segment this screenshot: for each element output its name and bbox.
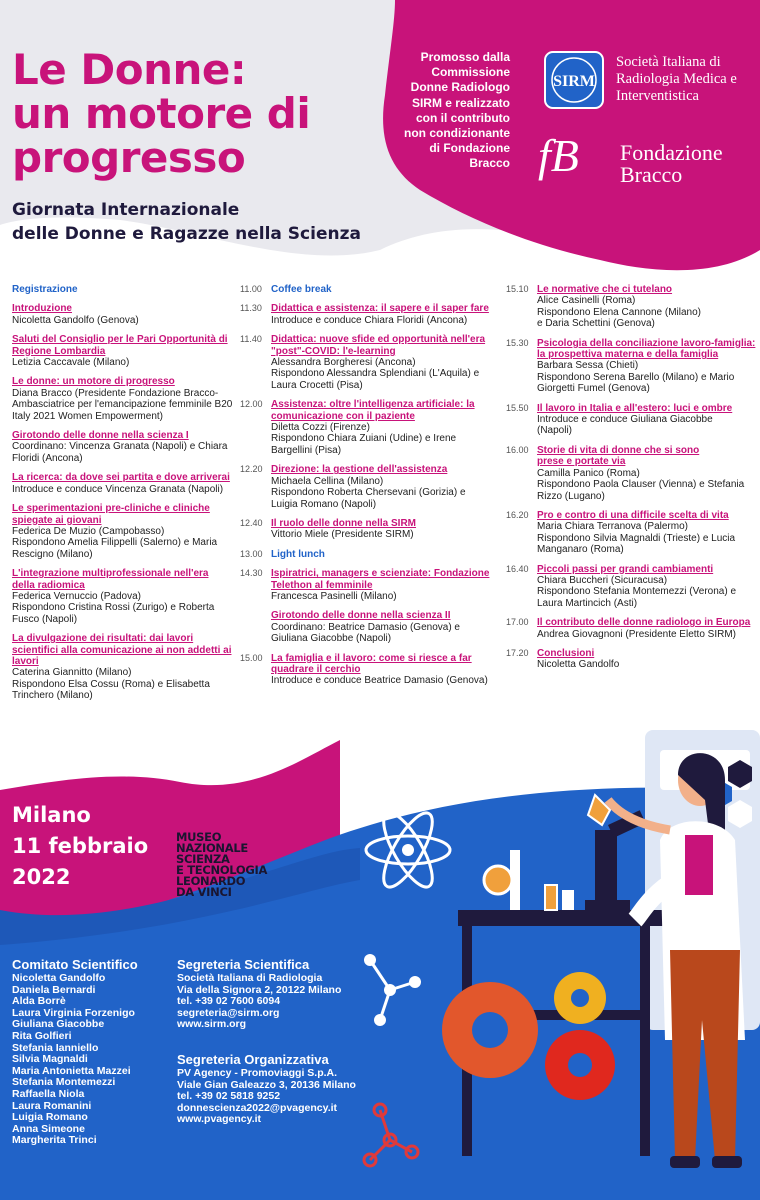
event-city: Milano xyxy=(12,803,91,827)
program-item-speakers: Francesca Pasinelli (Milano) xyxy=(271,590,397,602)
program-item xyxy=(12,472,234,495)
program-item xyxy=(12,633,234,701)
atom-icon xyxy=(366,807,450,894)
program-item xyxy=(271,610,493,644)
program-item-speakers: Introduce e conduce Beatrice Damasio (Genova) xyxy=(271,675,488,687)
program-column-1 xyxy=(12,284,234,710)
program-item-time: 16.20 xyxy=(506,509,529,520)
program-item xyxy=(240,399,493,456)
title-line: un motore di xyxy=(12,89,311,138)
flask-icon xyxy=(484,850,574,910)
program-item-speakers: Chiara Buccheri (Sicuracusa) Rispondono Stefania Montemezzi (Verona) e Laura Martincich (Asti) xyxy=(537,574,737,609)
program-item-speakers: Coordinano: Vincenza Granata (Napoli) e Chiara Floridi (Ancona) xyxy=(12,441,228,464)
program-item-title: Il lavoro in Italia e all'estero: luci e ombre xyxy=(537,402,733,414)
scientist-illustration xyxy=(340,720,760,1200)
program-item-speakers: Diletta Cozzi (Firenze) Rispondono Chiara Zuiani (Udine) e Irene Bargellini (Pisa) xyxy=(271,422,457,456)
program-item-title: Il contributo delle donne radiologo in Europa xyxy=(537,617,751,629)
main-title xyxy=(12,45,372,182)
program-item xyxy=(506,617,760,640)
program-item-speakers: Camilla Panico (Roma) Rispondono Paola Clauser (Vienna) e Stefania Rizzo (Lugano) xyxy=(537,467,745,502)
program-item xyxy=(240,548,493,560)
comitato-member: Anna Simeone xyxy=(12,1122,85,1135)
seg-line: Via della Signora 2, 20122 Milano xyxy=(177,983,342,996)
program-item-title: Conclusioni xyxy=(537,647,595,659)
title-line: progresso xyxy=(12,133,246,182)
program-item-title: Le sperimentazioni pre-cliniche e cliniche spiegate ai giovani xyxy=(12,503,210,526)
program-item xyxy=(240,464,493,510)
program-item xyxy=(240,517,493,541)
museum-line: SCIENZA xyxy=(176,852,230,866)
program-item-time: 15.50 xyxy=(506,402,529,413)
segreteria-organizzativa-heading: Segreteria Organizzativa xyxy=(177,1052,329,1067)
program-item xyxy=(12,503,234,560)
program-item-title: Psicologia della conciliazione lavoro-famiglia: la prospettiva materna e della famiglia xyxy=(537,337,756,361)
museum-line: DA VINCI xyxy=(176,885,232,899)
subtitle-line: delle Donne e Ragazze nella Scienza xyxy=(12,224,361,244)
program-item-time: 16.40 xyxy=(506,563,529,574)
museum-line: NAZIONALE xyxy=(176,841,248,855)
program-item-title: Didattica: nuove sfide ed opportunità nell'era "post"-COVID: l'e-learning xyxy=(271,334,486,357)
program-item xyxy=(240,568,493,602)
program-item-title: Assistenza: oltre l'intelligenza artificiale: la comunicazione con il paziente xyxy=(271,399,475,422)
comitato-member: Laura Romanini xyxy=(12,1099,92,1112)
comitato-member: Laura Virginia Forzenigo xyxy=(12,1006,135,1019)
program-item-time: 11.40 xyxy=(240,334,262,345)
comitato-members xyxy=(12,973,172,1147)
program-item-time: 17.00 xyxy=(506,617,529,628)
comitato-member: Maria Antonietta Mazzei xyxy=(12,1064,131,1077)
program-item-speakers: Introduce e conduce Giuliana Giacobbe (Napoli) xyxy=(537,414,713,437)
comitato-member: Nicoletta Gandolfo xyxy=(12,972,106,984)
comitato-member: Raffaella Niola xyxy=(12,1087,85,1100)
program-item-title: Storie di vita di donne che si sono prese e portate via xyxy=(537,444,700,468)
seg-line: tel. +39 02 5818 9252 xyxy=(177,1090,281,1103)
program-item xyxy=(12,303,234,326)
comitato-member: Stefania Ianniello xyxy=(12,1041,99,1054)
sirm-logo-text: SIRM xyxy=(553,73,595,90)
comitato-member: Luigia Romano xyxy=(12,1111,88,1124)
seg-line: Società Italiana di Radiologia xyxy=(177,972,323,984)
program-item-title: La divulgazione dei risultati: dai lavori scientifici alla comunicazione ai non addetti ai lavori xyxy=(12,633,232,667)
sirm-logo xyxy=(543,50,605,110)
program-item-speakers: Barbara Sessa (Chieti) Rispondono Serena Barello (Milano) e Mario Giorgetti Fumel (Genova) xyxy=(537,360,735,395)
title-line: Le Donne: xyxy=(12,45,247,94)
fondazione-bracco-name: Fondazione Bracco xyxy=(620,140,723,187)
seg-email-link[interactable]: segreteria@sirm.org xyxy=(177,1006,280,1019)
comitato-member: Giuliana Giacobbe xyxy=(12,1018,105,1031)
program-item-speakers: Diana Bracco (Presidente Fondazione Bracco- Ambasciatrice per l'emancipazione femminile B20 Italy 2021 Women Empowerment) xyxy=(12,387,233,422)
program-item-speakers: Nicoletta Gandolfo xyxy=(537,659,620,671)
program-item-title: Registrazione xyxy=(12,284,78,295)
program-item-time: 16.00 xyxy=(506,444,529,455)
museum-logo xyxy=(176,832,276,898)
museum-line: E TECNOLOGIA xyxy=(176,863,268,877)
program-item-time: 14.30 xyxy=(240,568,263,579)
program-item xyxy=(506,444,760,502)
program-item-title: Le normative che ci tutelano xyxy=(537,284,673,295)
program-item-speakers: Maria Chiara Terranova (Palermo) Rispondono Silvia Magnaldi (Trieste) e Lucia Manganaro (Roma) xyxy=(537,521,736,556)
program-item-title: Pro e contro di una difficile scelta di vita xyxy=(537,509,729,521)
sirm-name: Società Italiana di Radiologia Medica e Interventistica xyxy=(616,54,737,104)
molecule-icon xyxy=(364,954,421,1026)
program-item-speakers: Alessandra Borgheresi (Ancona) Rispondono Alessandra Splendiani (L'Aquila) e Laura Crocetti (Pisa) xyxy=(271,357,480,391)
subtitle-line: Giornata Internazionale xyxy=(12,200,240,220)
program-item-title: Le donne: un motore di progresso xyxy=(12,376,175,388)
program-item xyxy=(506,509,760,556)
program-item xyxy=(506,337,760,395)
program-item xyxy=(240,652,493,687)
program-item-title: Il ruolo delle donne nella SIRM xyxy=(271,517,417,529)
program-item xyxy=(12,334,234,368)
program-item xyxy=(240,334,493,391)
program-item xyxy=(12,284,234,295)
program-item-speakers: Federica Vernuccio (Padova) Rispondono Cristina Rossi (Zurigo) e Roberta Fusco (Napoli) xyxy=(12,590,215,625)
program-item-time: 13.00 xyxy=(240,548,263,559)
museum-line: LEONARDO xyxy=(176,874,246,888)
program-item-speakers: Caterina Giannitto (Milano) Rispondono Elsa Cossu (Roma) e Elisabetta Trinchero (Milano) xyxy=(12,667,210,702)
event-date: 11 febbraio xyxy=(12,834,149,858)
seg-website-link[interactable]: www.sirm.org xyxy=(177,1018,247,1031)
program-item-time: 15.10 xyxy=(506,284,529,294)
program-item-speakers: Coordinano: Beatrice Damasio (Genova) e Giuliana Giacobbe (Napoli) xyxy=(271,621,460,645)
seg-email-link[interactable]: donnescienza2022@pvagency.it xyxy=(177,1101,338,1114)
seg-website-link[interactable]: www.pvagency.it xyxy=(177,1113,262,1126)
red-molecule-icon xyxy=(364,1104,418,1166)
program-item-title: Light lunch xyxy=(271,548,325,560)
program-item-title: Saluti del Consiglio per le Pari Opportunità di Regione Lombardia xyxy=(12,334,228,357)
fondazione-bracco-logo: fB xyxy=(538,130,579,181)
program-item-speakers: Alice Casinelli (Roma) Rispondono Elena Cannone (Milano) e Daria Schettini (Genova) xyxy=(537,295,701,330)
promo-text: Promosso dalla Commissione Donne Radiologo SIRM e realizzato con il contributo non condizionante di Fondazione Bracco xyxy=(404,50,510,171)
comitato-member: Alda Borrè xyxy=(12,995,66,1008)
program-item-time: 11.00 xyxy=(240,284,262,294)
program-item xyxy=(506,563,760,610)
comitato-member: Daniela Bernardi xyxy=(12,983,96,996)
seg-line: tel. +39 02 7600 6094 xyxy=(177,995,281,1008)
program-item-time: 12.20 xyxy=(240,464,263,475)
program-item-speakers: Nicoletta Gandolfo (Genova) xyxy=(12,314,139,326)
program-item xyxy=(12,568,234,625)
program-item-title: Piccoli passi per grandi cambiamenti xyxy=(537,563,714,575)
program-item-title: Coffee break xyxy=(271,284,332,295)
program-item-time: 17.20 xyxy=(506,647,529,658)
comitato-member: Rita Golfieri xyxy=(12,1029,72,1042)
program-column-2 xyxy=(240,284,493,695)
comitato-heading: Comitato Scientifico xyxy=(12,957,138,972)
program-item-speakers: Introduce e conduce Vincenza Granata (Napoli) xyxy=(12,483,224,495)
seg-line: PV Agency - Promoviaggi S.p.A. xyxy=(177,1067,338,1079)
program-item-speakers: Federica De Muzio (Campobasso) Rispondono Amelia Filippelli (Salerno) e Maria Rescigno (Milano) xyxy=(12,525,218,560)
program-column-3 xyxy=(506,284,760,679)
program-item-title: Introduzione xyxy=(12,303,72,315)
program-item-title: Ispiratrici, managers e scienziate: Fondazione Telethon al femminile xyxy=(271,568,490,591)
program-item-time: 12.40 xyxy=(240,517,263,528)
program-item-speakers: Andrea Giovagnoni (Presidente Eletto SIRM) xyxy=(537,628,736,640)
program-item-speakers: Introduce e conduce Chiara Floridi (Ancona) xyxy=(271,314,468,326)
program-item xyxy=(506,647,760,671)
segreteria-scientifica-heading: Segreteria Scientifica xyxy=(177,957,310,972)
program-item-time: 11.30 xyxy=(240,303,262,314)
event-year: 2022 xyxy=(12,865,71,889)
program-item-title: Direzione: la gestione dell'assistenza xyxy=(271,464,448,476)
program-item xyxy=(240,303,493,326)
program-item xyxy=(240,284,493,295)
program-item xyxy=(506,284,760,330)
program-item-speakers: Letizia Caccavale (Milano) xyxy=(12,357,130,369)
program-item xyxy=(12,376,234,422)
program-item-time: 15.00 xyxy=(240,652,263,663)
program-item xyxy=(506,402,760,437)
comitato-member: Silvia Magnaldi xyxy=(12,1053,88,1066)
museum-line: MUSEO xyxy=(176,830,222,844)
program-item-title: L'integrazione multiprofessionale nell'era della radiomica xyxy=(12,568,209,591)
comitato-member: Margherita Trinci xyxy=(12,1134,97,1147)
program-item-time: 15.30 xyxy=(506,337,529,348)
seg-line: Viale Gian Galeazzo 3, 20136 Milano xyxy=(177,1078,356,1091)
program-item-title: La famiglia e il lavoro: come si riesce a far quadrare il cerchio xyxy=(271,652,472,675)
program-item xyxy=(12,430,234,464)
program-item-title: Girotondo delle donne nella scienza II xyxy=(271,610,451,622)
program-item-title: La ricerca: da dove sei partita e dove arriverai xyxy=(12,472,230,484)
program-item-speakers: Michaela Cellina (Milano) Rispondono Roberta Chersevani (Gorizia) e Luigia Romano (Napoli) xyxy=(271,475,466,510)
program-item-title: Girotondo delle donne nella scienza I xyxy=(12,430,189,442)
comitato-scientifico xyxy=(12,957,172,1147)
program-item-time: 12.00 xyxy=(240,399,263,410)
program-item-speakers: Vittorio Miele (Presidente SIRM) xyxy=(271,529,414,541)
subtitle xyxy=(12,198,392,246)
comitato-member: Stefania Montemezzi xyxy=(12,1076,116,1089)
program-item-title: Didattica e assistenza: il sapere e il saper fare xyxy=(271,303,489,315)
